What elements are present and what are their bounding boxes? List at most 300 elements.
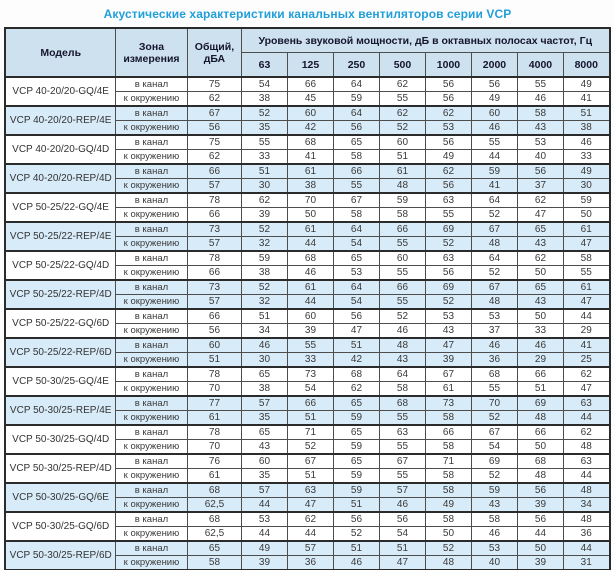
table-row (5, 483, 609, 498)
sound-power-value-cell: 53 (471, 309, 517, 324)
sound-power-value-cell: 51 (563, 106, 609, 121)
column-header-total: Общий, дБА (187, 28, 241, 77)
sound-power-value-cell: 46 (241, 338, 287, 353)
model-cell: VCP 50-25/22-GQ/6D (5, 309, 115, 338)
sound-power-value-cell: 48 (563, 483, 609, 498)
sound-power-value-cell: 56 (425, 135, 471, 150)
sound-power-value-cell: 35 (241, 121, 287, 136)
sound-power-value-cell: 49 (425, 150, 471, 165)
sound-power-value-cell: 52 (471, 411, 517, 426)
sound-power-value-cell: 65 (333, 251, 379, 266)
measurement-zone-cell: в канал (115, 77, 187, 92)
sound-power-value-cell: 47 (425, 338, 471, 353)
measurement-zone-cell: к окружению (115, 411, 187, 426)
sound-power-value-cell: 44 (563, 309, 609, 324)
sound-power-value-cell: 66 (287, 77, 333, 92)
sound-power-value-cell: 47 (333, 324, 379, 339)
measurement-zone-cell: в канал (115, 193, 187, 208)
sound-power-value-cell: 49 (563, 164, 609, 179)
total-dba-cell: 61 (187, 469, 241, 484)
sound-power-value-cell: 69 (471, 454, 517, 469)
table-row (5, 106, 609, 121)
measurement-zone-cell: к окружению (115, 353, 187, 368)
sound-power-value-cell: 56 (333, 309, 379, 324)
sound-power-value-cell: 62 (563, 425, 609, 440)
sound-power-value-cell: 62 (241, 193, 287, 208)
sound-power-value-cell: 46 (379, 324, 425, 339)
total-dba-cell: 62,5 (187, 498, 241, 513)
sound-power-value-cell: 67 (287, 454, 333, 469)
sound-power-value-cell: 52 (241, 106, 287, 121)
column-header-freq-8000: 8000 (563, 53, 609, 78)
total-dba-cell: 78 (187, 425, 241, 440)
sound-power-value-cell: 54 (379, 527, 425, 542)
model-cell: VCP 50-30/25-REP/6D (5, 541, 115, 570)
sound-power-value-cell: 55 (379, 411, 425, 426)
sound-power-value-cell: 57 (287, 541, 333, 556)
sound-power-value-cell: 51 (333, 498, 379, 513)
model-cell: VCP 40-20/20-GQ/4E (5, 77, 115, 106)
sound-power-value-cell: 47 (563, 237, 609, 252)
sound-power-value-cell: 46 (517, 338, 563, 353)
measurement-zone-cell: в канал (115, 454, 187, 469)
sound-power-value-cell: 61 (379, 164, 425, 179)
sound-power-value-cell: 57 (241, 396, 287, 411)
sound-power-value-cell: 59 (333, 92, 379, 107)
sound-power-value-cell: 69 (425, 222, 471, 237)
sound-power-value-cell: 65 (241, 425, 287, 440)
sound-power-value-cell: 65 (517, 222, 563, 237)
model-cell: VCP 50-30/25-GQ/6E (5, 483, 115, 512)
sound-power-value-cell: 37 (471, 324, 517, 339)
sound-power-value-cell: 56 (333, 512, 379, 527)
column-header-freq-2000: 2000 (471, 53, 517, 78)
sound-power-value-cell: 62 (379, 77, 425, 92)
measurement-zone-cell: к окружению (115, 266, 187, 281)
sound-power-value-cell: 46 (471, 121, 517, 136)
sound-power-value-cell: 34 (241, 324, 287, 339)
sound-power-value-cell: 51 (287, 469, 333, 484)
sound-power-value-cell: 51 (379, 541, 425, 556)
column-header-freq-125: 125 (287, 53, 333, 78)
total-dba-cell: 68 (187, 512, 241, 527)
sound-power-value-cell: 62 (563, 367, 609, 382)
sound-power-value-cell: 55 (379, 237, 425, 252)
table-row (5, 251, 609, 266)
sound-power-value-cell: 30 (241, 179, 287, 194)
measurement-zone-cell: в канал (115, 483, 187, 498)
sound-power-value-cell: 32 (241, 295, 287, 310)
sound-power-value-cell: 42 (333, 353, 379, 368)
sound-power-value-cell: 54 (333, 295, 379, 310)
sound-power-value-cell: 44 (563, 541, 609, 556)
sound-power-value-cell: 39 (287, 324, 333, 339)
sound-power-value-cell: 66 (333, 164, 379, 179)
sound-power-value-cell: 61 (287, 280, 333, 295)
sound-power-value-cell: 36 (287, 556, 333, 570)
measurement-zone-cell: в канал (115, 425, 187, 440)
sound-power-value-cell: 38 (287, 179, 333, 194)
sound-power-value-cell: 58 (379, 382, 425, 397)
sound-power-value-cell: 44 (287, 237, 333, 252)
table-row (5, 541, 609, 556)
model-cell: VCP 50-30/25-REP/4E (5, 396, 115, 425)
sound-power-value-cell: 49 (471, 92, 517, 107)
sound-power-value-cell: 64 (333, 280, 379, 295)
total-dba-cell: 70 (187, 382, 241, 397)
measurement-zone-cell: к окружению (115, 382, 187, 397)
sound-power-value-cell: 36 (563, 527, 609, 542)
sound-power-value-cell: 61 (287, 222, 333, 237)
sound-power-value-cell: 43 (241, 440, 287, 455)
model-cell: VCP 50-30/25-GQ/6D (5, 512, 115, 541)
sound-power-value-cell: 47 (517, 208, 563, 223)
total-dba-cell: 62 (187, 150, 241, 165)
total-dba-cell: 61 (187, 411, 241, 426)
sound-power-value-cell: 50 (517, 440, 563, 455)
sound-power-value-cell: 64 (333, 77, 379, 92)
sound-power-value-cell: 41 (563, 92, 609, 107)
sound-power-value-cell: 38 (563, 121, 609, 136)
sound-power-value-cell: 50 (425, 527, 471, 542)
sound-power-value-cell: 52 (379, 121, 425, 136)
measurement-zone-cell: в канал (115, 338, 187, 353)
measurement-zone-cell: к окружению (115, 92, 187, 107)
sound-power-value-cell: 48 (563, 512, 609, 527)
sound-power-value-cell: 50 (517, 266, 563, 281)
model-cell: VCP 50-25/22-REP/4D (5, 280, 115, 309)
column-header-freq-4000: 4000 (517, 53, 563, 78)
sound-power-value-cell: 57 (379, 483, 425, 498)
sound-power-value-cell: 59 (333, 440, 379, 455)
measurement-zone-cell: к окружению (115, 469, 187, 484)
sound-power-value-cell: 46 (287, 266, 333, 281)
sound-power-value-cell: 67 (333, 193, 379, 208)
measurement-zone-cell: в канал (115, 396, 187, 411)
sound-power-value-cell: 56 (425, 92, 471, 107)
table-row (5, 367, 609, 382)
sound-power-value-cell: 53 (333, 266, 379, 281)
sound-power-value-cell: 68 (471, 367, 517, 382)
sound-power-value-cell: 55 (563, 266, 609, 281)
sound-power-value-cell: 58 (379, 208, 425, 223)
sound-power-value-cell: 60 (241, 454, 287, 469)
sound-power-value-cell: 66 (425, 425, 471, 440)
column-header-freq-250: 250 (333, 53, 379, 78)
sound-power-value-cell: 50 (517, 541, 563, 556)
total-dba-cell: 75 (187, 77, 241, 92)
sound-power-value-cell: 46 (333, 556, 379, 570)
sound-power-value-cell: 62 (333, 382, 379, 397)
sound-power-value-cell: 60 (471, 106, 517, 121)
total-dba-cell: 78 (187, 367, 241, 382)
sound-power-value-cell: 58 (471, 512, 517, 527)
total-dba-cell: 60 (187, 338, 241, 353)
sound-power-value-cell: 44 (471, 150, 517, 165)
table-row (5, 309, 609, 324)
total-dba-cell: 68 (187, 483, 241, 498)
sound-power-value-cell: 67 (471, 425, 517, 440)
total-dba-cell: 66 (187, 164, 241, 179)
page-title: Акустические характеристики канальных вентиляторов серии VCP (103, 7, 512, 21)
measurement-zone-cell: к окружению (115, 208, 187, 223)
sound-power-value-cell: 44 (241, 498, 287, 513)
sound-power-value-cell: 51 (517, 382, 563, 397)
measurement-zone-cell: к окружению (115, 121, 187, 136)
sound-power-value-cell: 46 (471, 527, 517, 542)
column-header-freq-1000: 1000 (425, 53, 471, 78)
sound-power-value-cell: 52 (379, 309, 425, 324)
sound-power-value-cell: 46 (517, 92, 563, 107)
sound-power-value-cell: 68 (517, 454, 563, 469)
sound-power-value-cell: 58 (333, 150, 379, 165)
sound-power-value-cell: 50 (517, 309, 563, 324)
sound-power-value-cell: 62 (425, 164, 471, 179)
total-dba-cell: 62 (187, 92, 241, 107)
sound-power-value-cell: 60 (379, 251, 425, 266)
sound-power-value-cell: 51 (287, 411, 333, 426)
table-body (5, 77, 609, 570)
sound-power-value-cell: 44 (287, 295, 333, 310)
sound-power-value-cell: 66 (517, 367, 563, 382)
total-dba-cell: 73 (187, 280, 241, 295)
table-row (5, 222, 609, 237)
sound-power-value-cell: 56 (471, 77, 517, 92)
measurement-zone-cell: в канал (115, 541, 187, 556)
sound-power-value-cell: 69 (517, 396, 563, 411)
sound-power-value-cell: 56 (333, 121, 379, 136)
measurement-zone-cell: к окружению (115, 295, 187, 310)
total-dba-cell: 76 (187, 454, 241, 469)
total-dba-cell: 51 (187, 353, 241, 368)
sound-power-value-cell: 51 (333, 338, 379, 353)
sound-power-value-cell: 48 (563, 440, 609, 455)
sound-power-value-cell: 51 (379, 150, 425, 165)
measurement-zone-cell: к окружению (115, 179, 187, 194)
sound-power-value-cell: 65 (333, 425, 379, 440)
sound-power-value-cell: 40 (471, 556, 517, 570)
sound-power-value-cell: 56 (425, 77, 471, 92)
sound-power-value-cell: 39 (425, 353, 471, 368)
table-row (5, 454, 609, 469)
sound-power-value-cell: 47 (287, 498, 333, 513)
sound-power-value-cell: 41 (287, 150, 333, 165)
sound-power-value-cell: 35 (241, 469, 287, 484)
table-row (5, 338, 609, 353)
sound-power-value-cell: 43 (425, 324, 471, 339)
sound-power-value-cell: 58 (425, 411, 471, 426)
sound-power-value-cell: 46 (471, 338, 517, 353)
sound-power-value-cell: 67 (425, 367, 471, 382)
sound-power-value-cell: 60 (287, 106, 333, 121)
sound-power-value-cell: 59 (379, 193, 425, 208)
sound-power-value-cell: 43 (517, 121, 563, 136)
sound-power-value-cell: 68 (287, 251, 333, 266)
sound-power-value-cell: 51 (241, 164, 287, 179)
sound-power-value-cell: 68 (287, 135, 333, 150)
sound-power-value-cell: 47 (563, 295, 609, 310)
sound-power-value-cell: 55 (471, 135, 517, 150)
sound-power-value-cell: 62 (517, 193, 563, 208)
sound-power-value-cell: 52 (333, 527, 379, 542)
table-row (5, 396, 609, 411)
sound-power-value-cell: 58 (425, 512, 471, 527)
model-cell: VCP 50-25/22-REP/6D (5, 338, 115, 367)
sound-power-value-cell: 54 (333, 237, 379, 252)
measurement-zone-cell: в канал (115, 251, 187, 266)
sound-power-value-cell: 55 (287, 338, 333, 353)
measurement-zone-cell: в канал (115, 512, 187, 527)
total-dba-cell: 78 (187, 251, 241, 266)
table-row (5, 193, 609, 208)
sound-power-value-cell: 49 (563, 77, 609, 92)
sound-power-value-cell: 32 (241, 237, 287, 252)
sound-power-value-cell: 43 (379, 353, 425, 368)
sound-power-value-cell: 71 (287, 425, 333, 440)
sound-power-value-cell: 59 (333, 483, 379, 498)
header-row-main (5, 28, 609, 53)
sound-power-value-cell: 44 (241, 527, 287, 542)
model-cell: VCP 40-20/20-REP/4E (5, 106, 115, 135)
sound-power-value-cell: 55 (379, 295, 425, 310)
sound-power-value-cell: 68 (379, 396, 425, 411)
sound-power-value-cell: 54 (287, 382, 333, 397)
model-cell: VCP 50-30/25-REP/4D (5, 454, 115, 483)
measurement-zone-cell: в канал (115, 309, 187, 324)
sound-power-value-cell: 53 (425, 309, 471, 324)
sound-power-value-cell: 46 (379, 498, 425, 513)
column-header-freq-63: 63 (241, 53, 287, 78)
sound-power-value-cell: 52 (425, 237, 471, 252)
model-cell: VCP 40-20/20-REP/4D (5, 164, 115, 193)
model-cell: VCP 50-25/22-GQ/4D (5, 251, 115, 280)
sound-power-value-cell: 38 (241, 92, 287, 107)
sound-power-value-cell: 66 (517, 425, 563, 440)
sound-power-value-cell: 53 (241, 512, 287, 527)
total-dba-cell: 66 (187, 266, 241, 281)
sound-power-value-cell: 52 (241, 280, 287, 295)
sound-power-value-cell: 48 (425, 556, 471, 570)
sound-power-value-cell: 55 (425, 208, 471, 223)
total-dba-cell: 66 (187, 208, 241, 223)
sound-power-value-cell: 73 (287, 367, 333, 382)
sound-power-value-cell: 25 (563, 353, 609, 368)
sound-power-value-cell: 52 (425, 295, 471, 310)
sound-power-value-cell: 50 (287, 208, 333, 223)
model-cell: VCP 50-30/25-GQ/4E (5, 367, 115, 396)
sound-power-value-cell: 34 (563, 498, 609, 513)
total-dba-cell: 67 (187, 106, 241, 121)
total-dba-cell: 58 (187, 556, 241, 570)
total-dba-cell: 57 (187, 237, 241, 252)
sound-power-value-cell: 71 (425, 454, 471, 469)
sound-power-value-cell: 36 (471, 353, 517, 368)
sound-power-value-cell: 37 (517, 179, 563, 194)
sound-power-value-cell: 58 (425, 440, 471, 455)
sound-power-value-cell: 43 (471, 498, 517, 513)
column-header-freq-500: 500 (379, 53, 425, 78)
sound-power-value-cell: 61 (425, 382, 471, 397)
sound-power-value-cell: 35 (241, 411, 287, 426)
sound-power-value-cell: 33 (517, 324, 563, 339)
column-header-zone: Зона измерения (115, 28, 187, 77)
sound-power-value-cell: 59 (333, 469, 379, 484)
sound-power-value-cell: 44 (563, 411, 609, 426)
sound-power-value-cell: 55 (333, 179, 379, 194)
total-dba-cell: 56 (187, 324, 241, 339)
sound-power-value-cell: 47 (379, 556, 425, 570)
sound-power-value-cell: 41 (471, 179, 517, 194)
sound-power-value-cell: 64 (333, 106, 379, 121)
sound-power-value-cell: 58 (517, 106, 563, 121)
sound-power-value-cell: 66 (379, 280, 425, 295)
sound-power-value-cell: 70 (287, 193, 333, 208)
sound-power-value-cell: 65 (517, 280, 563, 295)
sound-power-value-cell: 59 (563, 193, 609, 208)
measurement-zone-cell: к окружению (115, 440, 187, 455)
total-dba-cell: 77 (187, 396, 241, 411)
sound-power-value-cell: 60 (379, 135, 425, 150)
sound-power-value-cell: 61 (563, 280, 609, 295)
measurement-zone-cell: в канал (115, 135, 187, 150)
sound-power-value-cell: 65 (333, 454, 379, 469)
sound-power-value-cell: 52 (287, 440, 333, 455)
total-dba-cell: 66 (187, 309, 241, 324)
measurement-zone-cell: в канал (115, 367, 187, 382)
sound-power-value-cell: 57 (241, 483, 287, 498)
sound-power-value-cell: 55 (379, 440, 425, 455)
model-cell: VCP 40-20/20-GQ/4D (5, 135, 115, 164)
total-dba-cell: 62,5 (187, 527, 241, 542)
sound-power-value-cell: 59 (471, 164, 517, 179)
sound-power-value-cell: 54 (241, 77, 287, 92)
sound-power-value-cell: 55 (379, 469, 425, 484)
table-row (5, 280, 609, 295)
measurement-zone-cell: к окружению (115, 324, 187, 339)
table-row (5, 425, 609, 440)
sound-power-value-cell: 51 (241, 309, 287, 324)
sound-power-value-cell: 52 (241, 222, 287, 237)
sound-power-value-cell: 38 (241, 266, 287, 281)
sound-power-value-cell: 39 (517, 498, 563, 513)
sound-power-value-cell: 38 (241, 382, 287, 397)
measurement-zone-cell: к окружению (115, 498, 187, 513)
sound-power-value-cell: 63 (425, 193, 471, 208)
sound-power-value-cell: 47 (563, 382, 609, 397)
total-dba-cell: 75 (187, 135, 241, 150)
sound-power-value-cell: 48 (379, 338, 425, 353)
sound-power-value-cell: 52 (425, 541, 471, 556)
sound-power-value-cell: 66 (287, 396, 333, 411)
sound-power-value-cell: 46 (563, 135, 609, 150)
sound-power-value-cell: 67 (471, 280, 517, 295)
sound-power-value-cell: 58 (333, 208, 379, 223)
sound-power-value-cell: 39 (241, 208, 287, 223)
table-header (5, 28, 609, 77)
sound-power-value-cell: 64 (471, 251, 517, 266)
sound-power-value-cell: 58 (425, 469, 471, 484)
sound-power-value-cell: 73 (425, 396, 471, 411)
sound-power-value-cell: 33 (241, 150, 287, 165)
sound-power-value-cell: 43 (517, 295, 563, 310)
sound-power-value-cell: 65 (333, 396, 379, 411)
sound-power-value-cell: 63 (563, 396, 609, 411)
sound-power-value-cell: 45 (287, 92, 333, 107)
sound-power-value-cell: 44 (287, 527, 333, 542)
sound-power-value-cell: 55 (379, 266, 425, 281)
sound-power-value-cell: 65 (241, 367, 287, 382)
table-row (5, 135, 609, 150)
